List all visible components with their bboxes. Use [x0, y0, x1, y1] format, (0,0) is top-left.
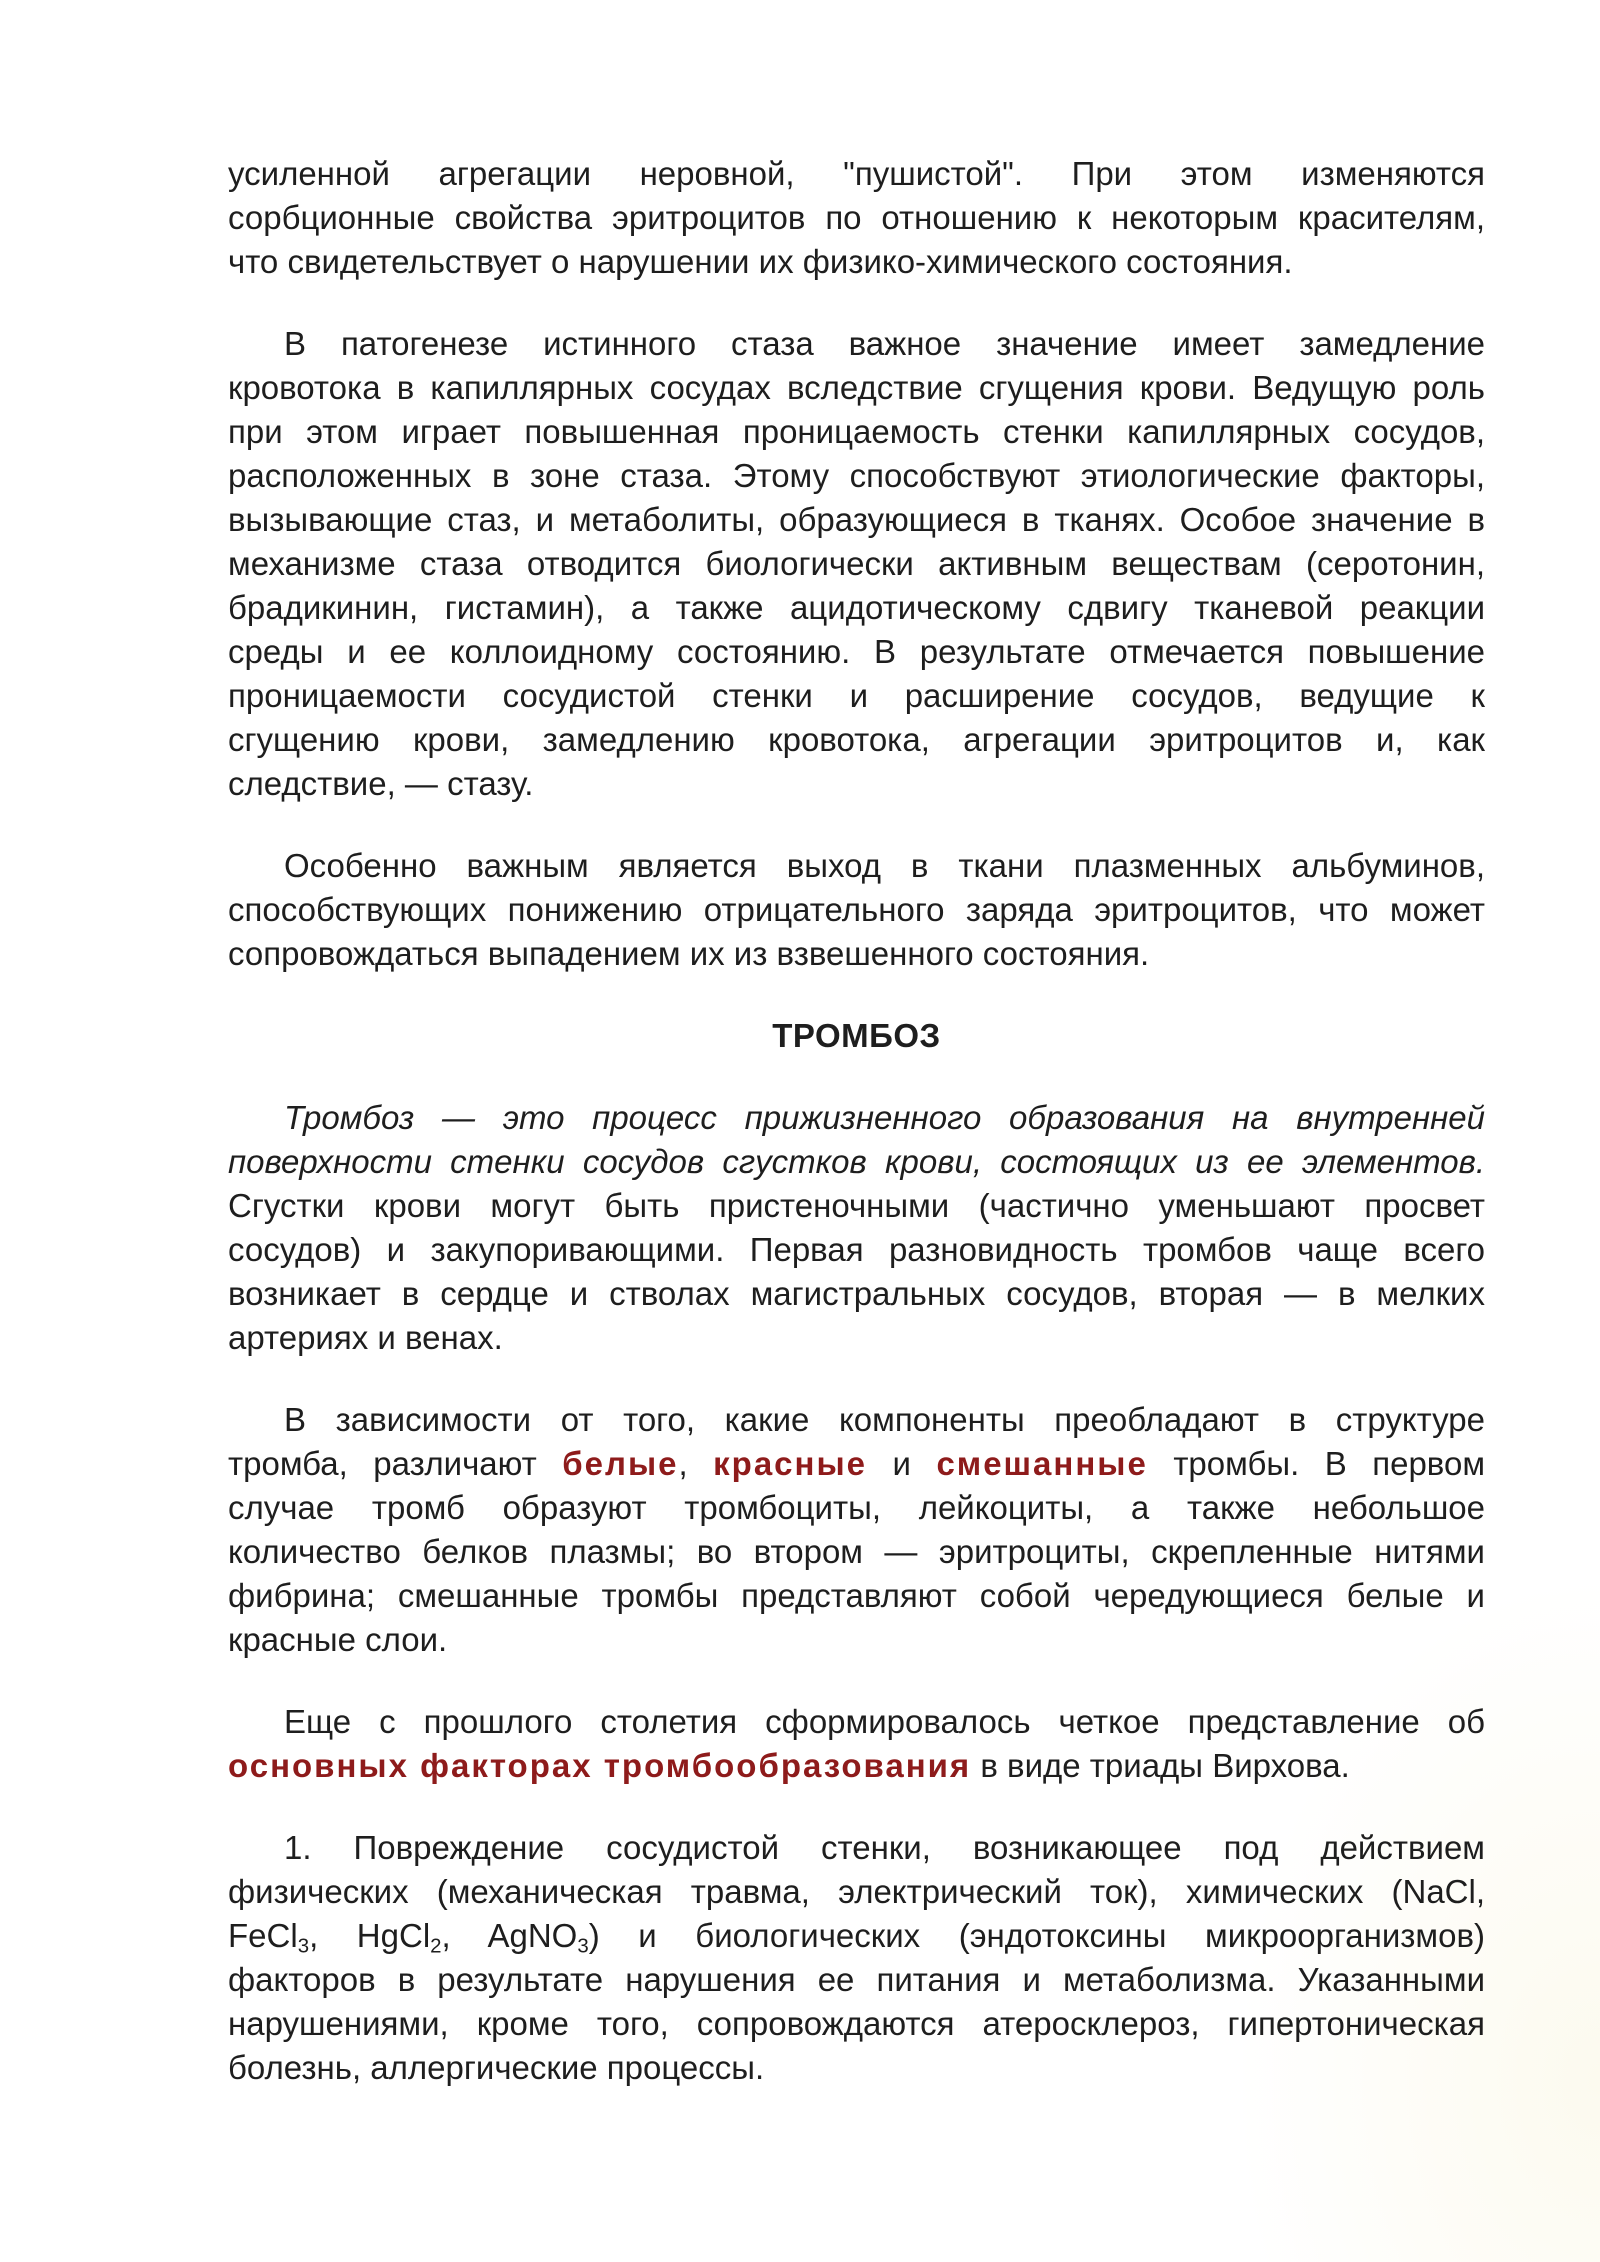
highlighted-term: основных факторах тромбообразования: [228, 1747, 972, 1784]
paragraph-vessel-wall-damage: [228, 1826, 1485, 2090]
subscript: 2: [430, 1934, 442, 1958]
text-line: что свидетельствует о нарушении их физико-химического состояния.: [228, 243, 1293, 280]
text-run: и: [867, 1445, 937, 1482]
text-line: [228, 1744, 1485, 1788]
text-line: физических (механическая травма, электрический ток), химических (NaCl,: [228, 1873, 1485, 1910]
text-line: факторов в результате нарушения ее питания и метаболизма. Указанными: [228, 1961, 1485, 1998]
text-line: болезнь, аллергические процессы.: [228, 2049, 765, 2086]
text-line: красные слои.: [228, 1621, 448, 1658]
text-line: способствующих понижению отрицательного заряда эритроцитов, что может: [228, 891, 1485, 928]
chemical-formula: , HgCl: [309, 1917, 431, 1954]
paragraph-albumin-exit: [228, 844, 1485, 976]
text-run: тромбы. В первом: [1147, 1445, 1486, 1482]
text-line: количество белков плазмы; во втором — эритроциты, скрепленные нитями: [228, 1533, 1485, 1570]
text-line: фибрина; смешанные тромбы представляют собой чередующиеся белые и: [228, 1577, 1485, 1614]
text-run: ) и биологических (эндотоксины микроорганизмов): [588, 1917, 1485, 1954]
text-line: механизме стаза отводится биологически активным веществам (серотонин,: [228, 545, 1485, 582]
paragraph-stasis-pathogenesis: [228, 322, 1485, 806]
text-line: расположенных в зоне стаза. Этому способствуют этиологические факторы,: [228, 457, 1485, 494]
highlighted-term: белые: [562, 1445, 679, 1482]
paragraph-thrombus-types: [228, 1398, 1485, 1662]
definition-line: Тромбоз — это процесс прижизненного образования на внутренней: [284, 1099, 1485, 1136]
highlighted-term: смешанные: [936, 1445, 1148, 1482]
definition-line: поверхности стенки сосудов сгустков крови, состоящих из ее элементов.: [228, 1143, 1485, 1180]
chemical-formula: , AgNO: [441, 1917, 578, 1954]
text-line: В зависимости от того, какие компоненты преобладают в структуре: [284, 1401, 1485, 1438]
paragraph-erythrocyte-aggregation: [228, 152, 1485, 284]
text-line: [228, 1914, 1485, 1958]
chemical-formula: FeCl: [228, 1917, 298, 1954]
text-line: нарушениями, кроме того, сопровождаются атеросклероз, гипертоническая: [228, 2005, 1485, 2042]
text-line: сорбционные свойства эритроцитов по отношению к некоторым красителям,: [228, 199, 1485, 236]
text-line: возникает в сердце и стволах магистральных сосудов, вторая — в мелких: [228, 1275, 1485, 1312]
section-heading: ТРОМБОЗ: [772, 1017, 941, 1054]
highlighted-term: красные: [713, 1445, 868, 1482]
text-line: вызывающие стаз, и метаболиты, образующиеся в тканях. Особое значение в: [228, 501, 1485, 538]
text-line: Особенно важным является выход в ткани плазменных альбуминов,: [284, 847, 1485, 884]
paragraph-thrombosis-definition: [228, 1096, 1485, 1360]
text-line: среды и ее коллоидному состоянию. В результате отмечается повышение: [228, 633, 1485, 670]
list-item-line: 1. Повреждение сосудистой стенки, возникающее под действием: [284, 1829, 1485, 1866]
text-line: Сгустки крови могут быть пристеночными (частично уменьшают просвет: [228, 1187, 1485, 1224]
text-line: кровотока в капиллярных сосудах вследствие сгущения крови. Ведущую роль: [228, 369, 1485, 406]
text-line: случае тромб образуют тромбоциты, лейкоциты, а также небольшое: [228, 1489, 1485, 1526]
text-line: брадикинин, гистамин), а также ацидотическому сдвигу тканевой реакции: [228, 589, 1485, 626]
text-line: сосудов) и закупоривающими. Первая разновидность тромбов чаще всего: [228, 1231, 1485, 1268]
text-line: артериях и венах.: [228, 1319, 503, 1356]
paragraph-virchow-triad: [228, 1700, 1485, 1788]
page-body: [228, 152, 1485, 2128]
subscript: 3: [577, 1934, 589, 1958]
text-line: Еще с прошлого столетия сформировалось четкое представление об: [284, 1703, 1485, 1740]
text-line: В патогенезе истинного стаза важное значение имеет замедление: [284, 325, 1485, 362]
text-line: [228, 1442, 1485, 1486]
text-line: сопровождаться выпадением их из взвешенного состояния.: [228, 935, 1150, 972]
text-run: тромба, различают: [228, 1445, 563, 1482]
text-line: при этом играет повышенная проницаемость стенки капиллярных сосудов,: [228, 413, 1485, 450]
subscript: 3: [297, 1934, 310, 1958]
text-run: в виде триады Вирхова.: [971, 1747, 1350, 1784]
text-line: следствие, — стазу.: [228, 765, 534, 802]
text-run: ,: [678, 1445, 714, 1482]
text-line: проницаемости сосудистой стенки и расширение сосудов, ведущие к: [228, 677, 1485, 714]
text-line: сгущению крови, замедлению кровотока, агрегации эритроцитов и, как: [228, 721, 1485, 758]
text-line: усиленной агрегации неровной, "пушистой". При этом изменяются: [228, 155, 1485, 192]
